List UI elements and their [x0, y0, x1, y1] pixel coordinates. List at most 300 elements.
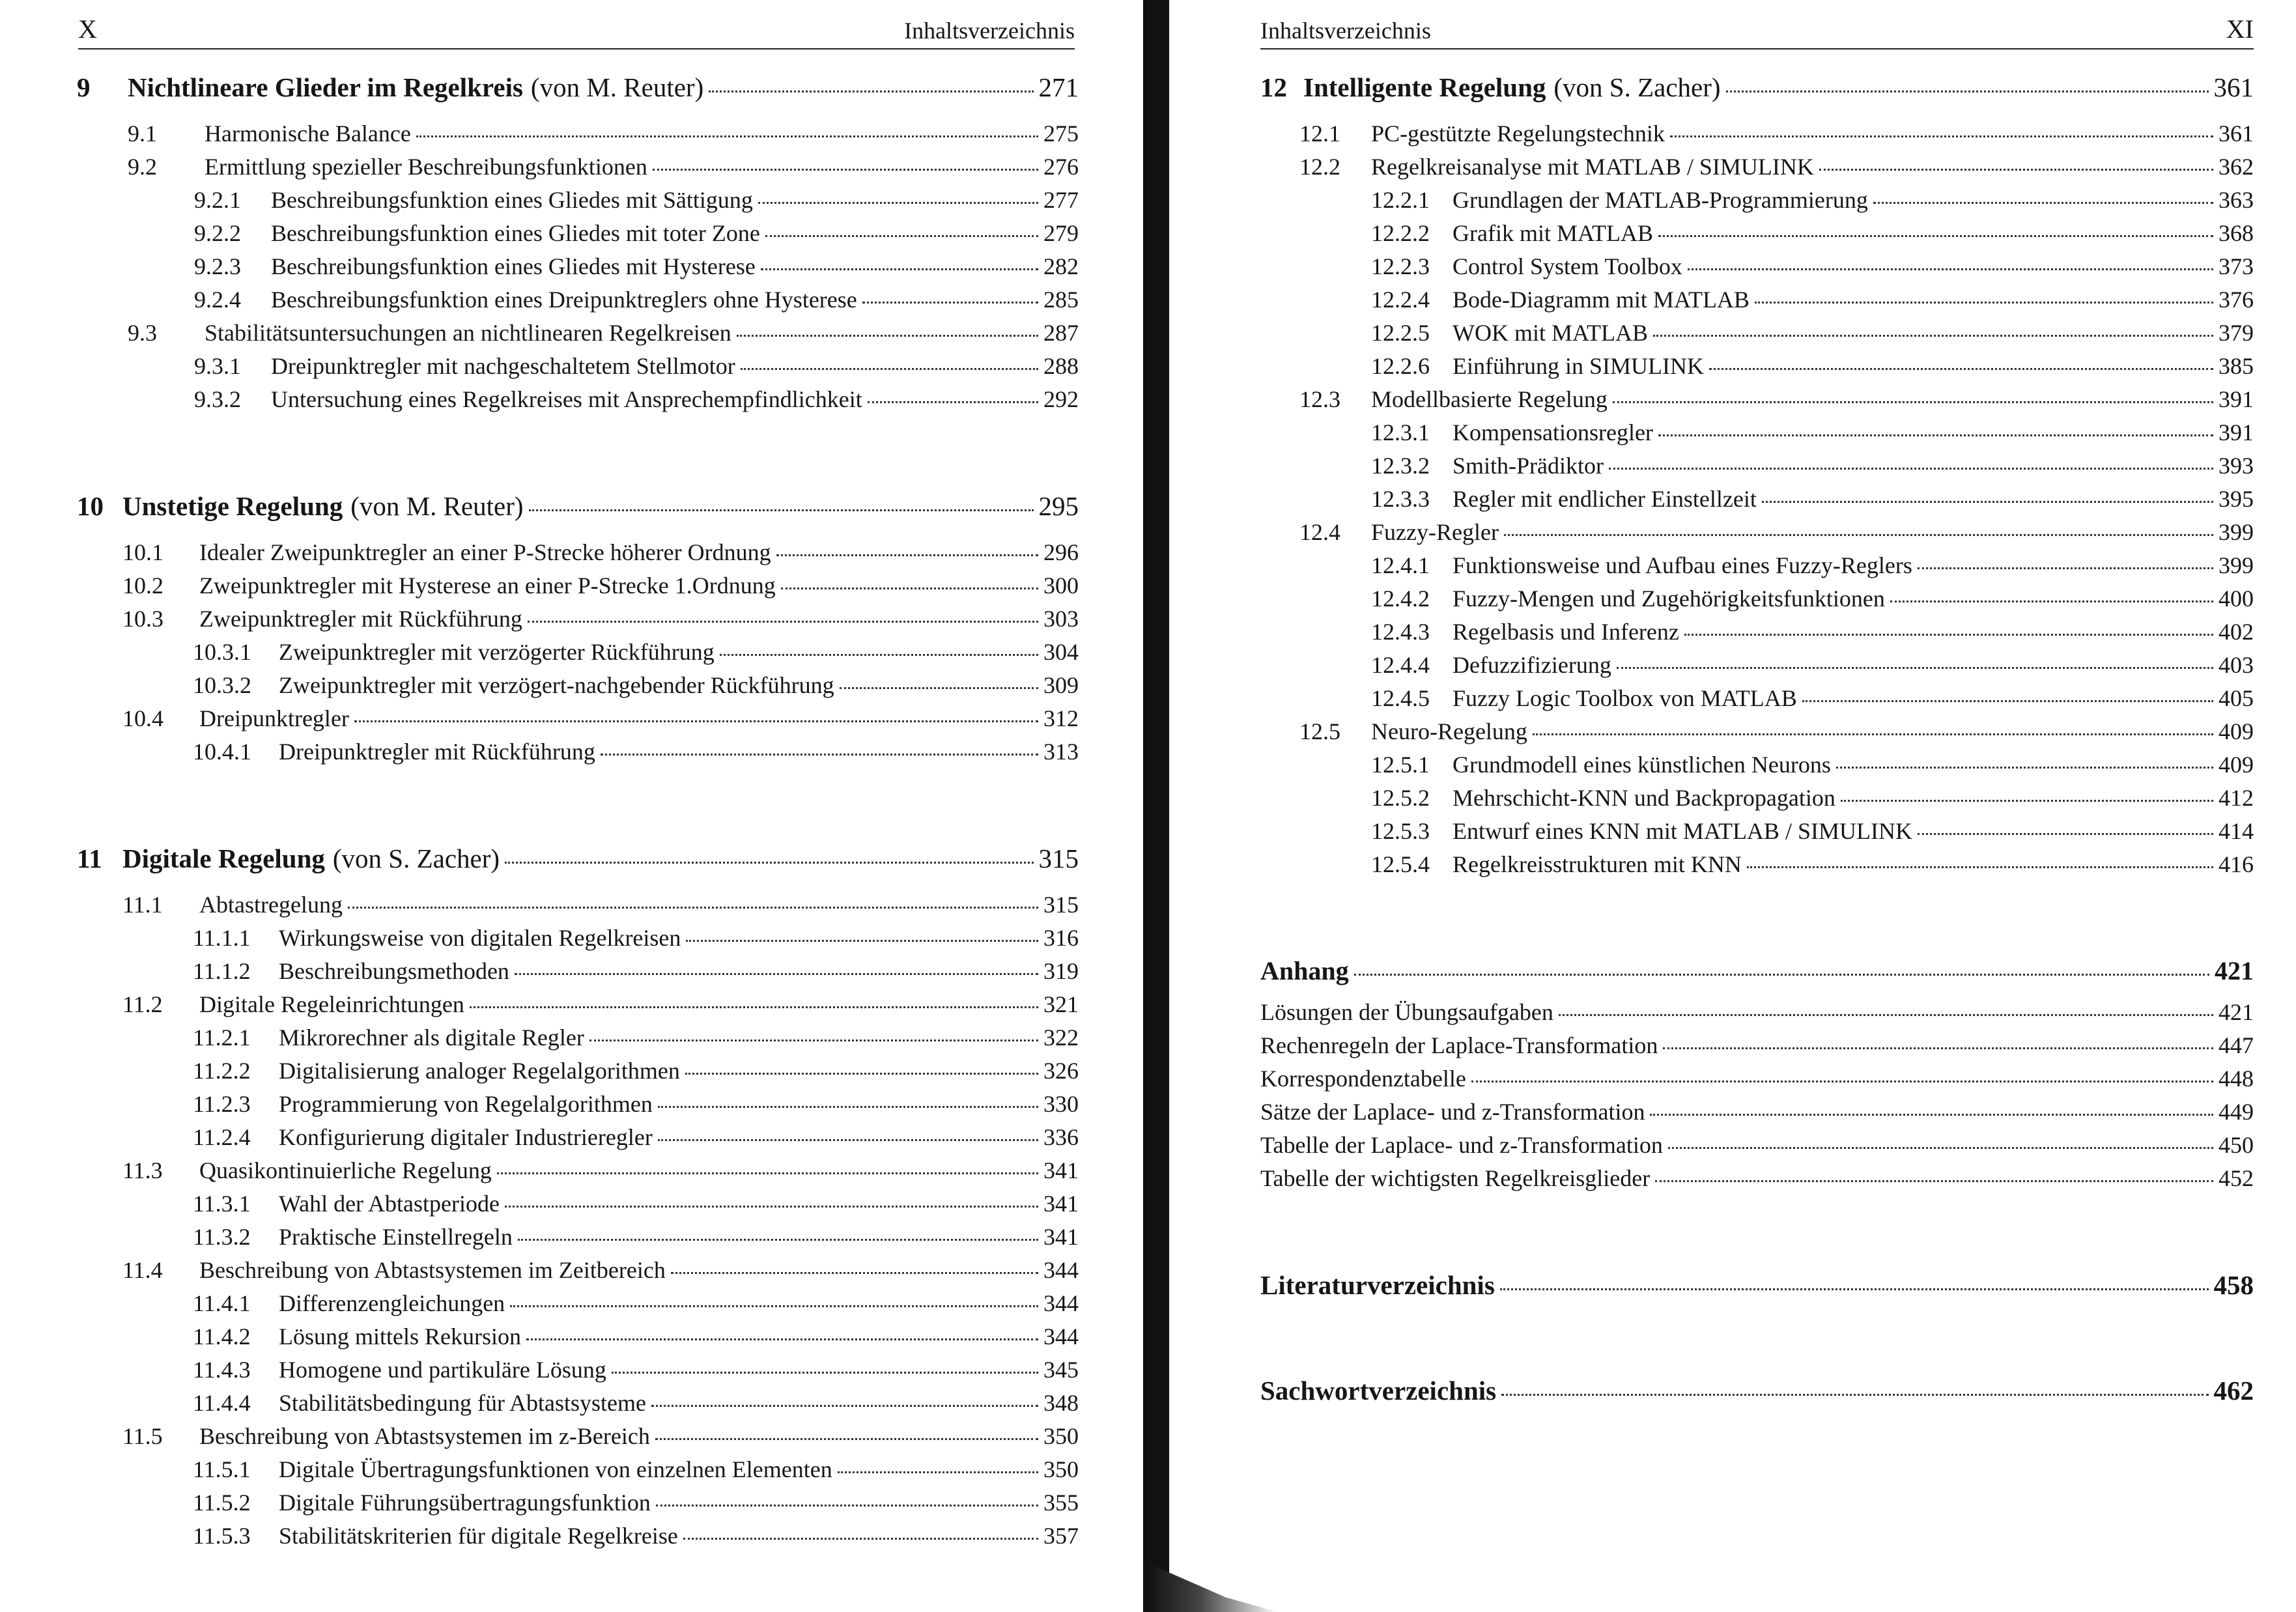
entry-title: Dreipunktregler mit Rückführung — [279, 739, 595, 765]
entry-title: Beschreibung von Abtastsystemen im z-Bereich — [199, 1423, 650, 1449]
leader-dots — [671, 1272, 1038, 1274]
entry-title: Wahl der Abtastperiode — [279, 1191, 500, 1217]
section-entry — [77, 1422, 1079, 1456]
entry-page: 450 — [2218, 1132, 2254, 1158]
entry-number: 11.4 — [122, 1257, 163, 1283]
subsection-entry — [77, 924, 1079, 957]
entry-page: 313 — [1043, 739, 1079, 765]
entry-page: 277 — [1043, 187, 1079, 213]
leader-dots — [1873, 202, 2213, 204]
subsection-entry — [77, 1024, 1079, 1057]
appendix-entry — [1260, 1098, 2254, 1131]
entry-number: 12.5.1 — [1371, 752, 1430, 778]
subsection-entry — [77, 186, 1079, 219]
entry-title: Grundlagen der MATLAB-Programmierung — [1453, 187, 1868, 213]
subsection-entry — [1260, 253, 2254, 286]
entry-number: 12.2.4 — [1371, 287, 1430, 313]
leader-dots — [1617, 667, 2213, 669]
entry-number: 10.3 — [122, 606, 163, 632]
subsection-entry — [1260, 419, 2254, 452]
leader-dots — [761, 268, 1038, 270]
entry-page: 309 — [1043, 672, 1079, 698]
entry-title: Entwurf eines KNN mit MATLAB / SIMULINK — [1453, 818, 1912, 844]
entry-title: Ermittlung spezieller Beschreibungsfunktionen — [205, 154, 647, 180]
entry-number: 11.1.1 — [193, 925, 251, 951]
entry-title: Fuzzy Logic Toolbox von MATLAB — [1453, 685, 1797, 711]
entry-page: 462 — [2213, 1376, 2254, 1406]
entry-page: 391 — [2218, 386, 2254, 412]
entry-number: 12.2.5 — [1371, 320, 1430, 346]
leader-dots — [720, 654, 1038, 656]
entry-number: 12.2.3 — [1371, 253, 1430, 279]
leader-dots — [416, 135, 1038, 137]
entry-title: Intelligente Regelung — [1303, 72, 1546, 102]
leader-dots — [1726, 91, 2209, 92]
entry-page: 379 — [2218, 320, 2254, 346]
entry-author: (von M. Reuter) — [350, 491, 524, 521]
subsection-entry — [77, 1456, 1079, 1489]
entry-page: 452 — [2218, 1165, 2254, 1191]
leader-dots — [1688, 268, 2213, 270]
entry-page: 288 — [1043, 353, 1079, 379]
entry-page: 276 — [1043, 154, 1079, 180]
leader-dots — [601, 754, 1038, 756]
subsection-entry — [1260, 552, 2254, 585]
section-entry — [77, 891, 1079, 924]
leader-dots — [1354, 974, 2209, 976]
entry-title: Digitale Führungsübertragungsfunktion — [279, 1490, 651, 1516]
subsection-entry — [1260, 784, 2254, 817]
entry-title: Korrespondenztabelle — [1260, 1066, 1466, 1092]
entry-number: 10.1 — [122, 539, 163, 565]
entry-title: Literaturverzeichnis — [1260, 1270, 1495, 1300]
entry-page: 448 — [2218, 1066, 2254, 1092]
page-header — [78, 14, 1075, 49]
entry-page: 296 — [1043, 539, 1079, 565]
appendix-entry — [1260, 1032, 2254, 1065]
subsection-entry — [1260, 618, 2254, 651]
entry-page: 403 — [2218, 652, 2254, 678]
entry-page: 285 — [1043, 287, 1079, 313]
entry-title: Digitale Regelung — [122, 843, 325, 873]
entry-title: Stabilitätsbedingung für Abtastsysteme — [279, 1390, 646, 1416]
leader-dots — [1684, 634, 2213, 636]
entry-title: Digitale Übertragungsfunktionen von einzelnen Elementen — [279, 1456, 832, 1482]
entry-title: Rechenregeln der Laplace-Transformation — [1260, 1032, 1658, 1058]
entry-title: Zweipunktregler mit Hysterese an einer P-Strecke 1.Ordnung — [199, 573, 776, 599]
entry-page: 402 — [2218, 619, 2254, 645]
entry-page: 344 — [1043, 1290, 1079, 1316]
book-binding — [1143, 0, 1169, 1612]
leader-dots — [1533, 733, 2213, 735]
index-heading — [1260, 1375, 2254, 1409]
section-entry — [77, 120, 1079, 153]
subsection-entry — [1260, 851, 2254, 884]
leader-dots — [1653, 335, 2213, 337]
entry-number: 9.3.2 — [194, 386, 241, 412]
entry-title: Digitalisierung analoger Regelalgorithmen — [279, 1058, 680, 1084]
entry-title: Regelkreisstrukturen mit KNN — [1453, 851, 1742, 877]
page-number-label: XI — [2226, 14, 2254, 44]
subsection-entry — [1260, 751, 2254, 784]
entry-page: 395 — [2218, 486, 2254, 512]
subsection-entry — [77, 1057, 1079, 1090]
subsection-entry — [77, 1290, 1079, 1323]
entry-title: Regelkreisanalyse mit MATLAB / SIMULINK — [1371, 154, 1814, 180]
entry-title: Anhang — [1260, 956, 1349, 985]
leader-dots — [686, 940, 1038, 942]
entry-title: Fuzzy-Regler — [1371, 519, 1499, 545]
entry-title: Wirkungsweise von digitalen Regelkreisen — [279, 925, 681, 951]
entry-number: 12.4.4 — [1371, 652, 1430, 678]
entry-number: 11.5.2 — [193, 1490, 251, 1516]
entry-title: Nichtlineare Glieder im Regelkreis — [128, 72, 523, 102]
subsection-entry — [77, 1522, 1079, 1555]
chapter-block — [77, 72, 1079, 419]
entry-number: 9.2.2 — [194, 220, 241, 246]
entry-page: 409 — [2218, 752, 2254, 778]
subsection-entry — [77, 286, 1079, 319]
page-header — [1260, 14, 2254, 49]
entry-title: Sachwortverzeichnis — [1260, 1376, 1497, 1406]
entry-title: Regler mit endlicher Einstellzeit — [1453, 486, 1757, 512]
entry-title: Zweipunktregler mit verzögert-nachgebender Rückführung — [279, 672, 834, 698]
entry-page: 409 — [2218, 718, 2254, 744]
entry-number: 12.2.6 — [1371, 353, 1430, 379]
entry-page: 319 — [1043, 958, 1079, 984]
entry-number: 12.3.2 — [1371, 453, 1430, 479]
entry-page: 326 — [1043, 1058, 1079, 1084]
entry-page: 355 — [1043, 1490, 1079, 1516]
entry-number: 11.2.1 — [193, 1025, 251, 1051]
entry-title: Konfigurierung digitaler Industrieregler — [279, 1124, 653, 1150]
entry-number: 9.2.4 — [194, 287, 241, 313]
subsection-entry — [1260, 685, 2254, 718]
entry-page: 385 — [2218, 353, 2254, 379]
entry-page: 368 — [2218, 220, 2254, 246]
entry-number: 11.4.2 — [193, 1323, 251, 1350]
entry-title: Beschreibungsfunktion eines Gliedes mit Sättigung — [271, 187, 753, 213]
leader-dots — [1890, 601, 2213, 602]
entry-number: 11.2.3 — [193, 1091, 251, 1117]
subsection-entry — [1260, 219, 2254, 253]
entry-page: 345 — [1043, 1357, 1079, 1383]
leader-dots — [497, 1172, 1038, 1174]
entry-title: PC-gestützte Regelungstechnik — [1371, 120, 1665, 147]
leader-dots — [685, 1073, 1038, 1075]
entry-page: 295 — [1038, 491, 1079, 521]
entry-page: 341 — [1043, 1191, 1079, 1217]
chapter-heading — [77, 72, 1079, 106]
entry-page: 275 — [1043, 120, 1079, 147]
leader-dots — [612, 1372, 1038, 1374]
leader-dots — [655, 1438, 1038, 1440]
entry-number: 12.2.2 — [1371, 220, 1430, 246]
entry-title: Mikrorechner als digitale Regler — [279, 1025, 584, 1051]
entry-title: Einführung in SIMULINK — [1453, 353, 1704, 379]
section-entry — [77, 991, 1079, 1024]
entry-page: 361 — [2213, 72, 2254, 102]
entry-title: Grafik mit MATLAB — [1453, 220, 1653, 246]
entry-page: 399 — [2218, 519, 2254, 545]
entry-title: Beschreibung von Abtastsystemen im Zeitbereich — [199, 1257, 666, 1283]
entry-number: 12.3.3 — [1371, 486, 1430, 512]
entry-page: 361 — [2218, 120, 2254, 147]
leader-dots — [515, 973, 1038, 975]
entry-page: 412 — [2218, 785, 2254, 811]
leader-dots — [1802, 700, 2213, 702]
entry-page: 449 — [2218, 1099, 2254, 1125]
chapter-heading — [77, 843, 1079, 877]
entry-number: 12.5.4 — [1371, 851, 1430, 877]
spacer — [1260, 884, 2254, 955]
entry-title: Kompensationsregler — [1453, 419, 1653, 445]
entry-number: 11.4.4 — [193, 1390, 251, 1416]
leader-dots — [1501, 1394, 2208, 1396]
entry-title: Homogene und partikuläre Lösung — [279, 1357, 606, 1383]
entry-number: 9.2.1 — [194, 187, 241, 213]
subsection-entry — [77, 1190, 1079, 1223]
leader-dots — [1655, 1180, 2213, 1182]
running-title: Inhaltsverzeichnis — [904, 18, 1075, 44]
entry-number: 12.2 — [1299, 154, 1340, 180]
leader-dots — [348, 907, 1038, 909]
spacer — [1260, 1198, 2254, 1269]
entry-page: 321 — [1043, 991, 1079, 1017]
right-page — [1169, 0, 2296, 1612]
entry-title: Beschreibungsfunktion eines Gliedes mit toter Zone — [271, 220, 760, 246]
section-entry — [1260, 386, 2254, 419]
leader-dots — [658, 1139, 1038, 1141]
entry-page: 282 — [1043, 253, 1079, 279]
entry-title: Beschreibungsfunktion eines Dreipunktreglers ohne Hysterese — [271, 287, 857, 313]
entry-number: 12.4.5 — [1371, 685, 1430, 711]
spacer — [77, 419, 1079, 490]
leader-dots — [1918, 833, 2213, 835]
leader-dots — [518, 1239, 1038, 1241]
entry-number: 12.4.3 — [1371, 619, 1430, 645]
entry-title: Stabilitätsuntersuchungen an nichtlinearen Regelkreisen — [205, 320, 731, 346]
entry-title: Praktische Einstellregeln — [279, 1224, 513, 1250]
left-page — [0, 0, 1143, 1612]
entry-title: Bode-Diagramm mit MATLAB — [1453, 287, 1750, 313]
subsection-entry — [77, 672, 1079, 705]
subsection-entry — [1260, 585, 2254, 618]
appendix-entry — [1260, 998, 2254, 1032]
subsection-entry — [77, 957, 1079, 991]
leader-dots — [737, 335, 1038, 337]
entry-number: 10 — [77, 491, 104, 521]
entry-page: 350 — [1043, 1456, 1079, 1482]
entry-number: 9.1 — [128, 120, 157, 147]
leader-dots — [683, 1538, 1038, 1540]
section-entry — [1260, 120, 2254, 153]
appendix-heading — [1260, 955, 2254, 998]
entry-page: 315 — [1043, 892, 1079, 918]
entry-page: 341 — [1043, 1224, 1079, 1250]
subsection-entry — [77, 386, 1079, 419]
leader-dots — [470, 1006, 1038, 1008]
page-number-label: X — [78, 14, 97, 44]
subsection-entry — [77, 1323, 1079, 1356]
entry-title: Zweipunktregler mit verzögerter Rückführung — [279, 639, 715, 665]
subsection-entry — [77, 1223, 1079, 1256]
entry-title: Mehrschicht-KNN und Backpropagation — [1453, 785, 1835, 811]
leader-dots — [862, 302, 1038, 304]
entry-number: 10.2 — [122, 573, 163, 599]
entry-page: 348 — [1043, 1390, 1079, 1416]
leader-dots — [840, 687, 1038, 689]
subsection-entry — [1260, 651, 2254, 685]
entry-title: WOK mit MATLAB — [1453, 320, 1648, 346]
subsection-entry — [1260, 452, 2254, 485]
entry-page: 414 — [2218, 818, 2254, 844]
appendix-entry — [1260, 1065, 2254, 1098]
leader-dots — [529, 509, 1034, 511]
entry-title: Beschreibungsmethoden — [279, 958, 509, 984]
entry-page: 315 — [1038, 843, 1079, 873]
entry-title: Dreipunktregler mit nachgeschaltetem Stellmotor — [271, 353, 735, 379]
leader-dots — [741, 368, 1038, 370]
entry-page: 376 — [2218, 287, 2254, 313]
leader-dots — [658, 1106, 1038, 1108]
entry-number: 10.3.1 — [193, 639, 251, 665]
entry-number: 10.3.2 — [193, 672, 251, 698]
entry-number: 11.1 — [122, 892, 163, 918]
subsection-entry — [77, 738, 1079, 771]
entry-author: (von S. Zacher) — [332, 843, 500, 873]
chapter-block — [77, 771, 1079, 1555]
running-title: Inhaltsverzeichnis — [1260, 18, 1431, 44]
chapter-block — [77, 419, 1079, 771]
entry-number: 11.5.3 — [193, 1523, 251, 1549]
entry-number: 12.3 — [1299, 386, 1340, 412]
entry-title: Quasikontinuierliche Regelung — [199, 1157, 492, 1183]
chapter-heading — [1260, 72, 2254, 106]
entry-number: 10.4.1 — [193, 739, 251, 765]
leader-dots — [1658, 235, 2213, 237]
subsection-entry — [1260, 485, 2254, 518]
subsection-entry — [77, 352, 1079, 386]
entry-number: 9.2.3 — [194, 253, 241, 279]
section-entry — [77, 539, 1079, 572]
entry-page: 271 — [1038, 72, 1079, 102]
entry-number: 11.3 — [122, 1157, 163, 1183]
entry-page: 336 — [1043, 1124, 1079, 1150]
entry-title: Idealer Zweipunktregler an einer P-Strecke höherer Ordnung — [199, 539, 771, 565]
section-entry — [77, 153, 1079, 186]
entry-page: 279 — [1043, 220, 1079, 246]
entry-title: Dreipunktregler — [199, 705, 349, 731]
section-entry — [77, 1157, 1079, 1190]
leader-dots — [1613, 401, 2213, 403]
entry-number: 12.4.2 — [1371, 586, 1430, 612]
subsection-entry — [77, 638, 1079, 672]
leader-dots — [1650, 1114, 2213, 1116]
entry-page: 363 — [2218, 187, 2254, 213]
entry-page: 344 — [1043, 1257, 1079, 1283]
entry-number: 9.3 — [128, 320, 157, 346]
entry-number: 11.4.1 — [193, 1290, 251, 1316]
leader-dots — [709, 91, 1033, 92]
entry-number: 12.4.1 — [1371, 552, 1430, 578]
entry-number: 12.2.1 — [1371, 187, 1430, 213]
leader-dots — [1471, 1081, 2213, 1082]
entry-page: 292 — [1043, 386, 1079, 412]
leader-dots — [1504, 534, 2213, 536]
entry-title: Tabelle der wichtigsten Regelkreisglieder — [1260, 1165, 1651, 1191]
leader-dots — [1663, 1047, 2213, 1049]
leader-dots — [868, 401, 1038, 403]
subsection-entry — [1260, 319, 2254, 352]
entry-page: 330 — [1043, 1091, 1079, 1117]
entry-page: 399 — [2218, 552, 2254, 578]
entry-title: Unstetige Regelung — [122, 491, 343, 521]
entry-title: Sätze der Laplace- und z-Transformation — [1260, 1099, 1645, 1125]
entry-title: Control System Toolbox — [1453, 253, 1682, 279]
leader-dots — [526, 1338, 1038, 1340]
entry-title: Smith-Prädiktor — [1453, 453, 1604, 479]
entry-number: 11.3.1 — [193, 1191, 251, 1217]
section-entry — [1260, 718, 2254, 751]
subsection-entry — [1260, 817, 2254, 851]
leader-dots — [505, 862, 1033, 864]
entry-number: 11.2.2 — [193, 1058, 251, 1084]
leader-dots — [1670, 135, 2213, 137]
entry-page: 400 — [2218, 586, 2254, 612]
subsection-entry — [77, 1356, 1079, 1389]
subsection-entry — [77, 219, 1079, 253]
section-entry — [77, 1256, 1079, 1290]
entry-page: 287 — [1043, 320, 1079, 346]
leader-dots — [505, 1206, 1038, 1208]
subsection-entry — [77, 1489, 1079, 1522]
entry-number: 9.3.1 — [194, 353, 241, 379]
spacer — [1260, 1303, 2254, 1375]
section-entry — [1260, 153, 2254, 186]
leader-dots — [758, 202, 1038, 204]
subsection-entry — [1260, 286, 2254, 319]
leader-dots — [838, 1471, 1038, 1473]
entry-title: Grundmodell eines künstlichen Neurons — [1453, 752, 1831, 778]
entry-page: 303 — [1043, 606, 1079, 632]
section-entry — [77, 572, 1079, 605]
entry-title: Neuro-Regelung — [1371, 718, 1527, 744]
entry-number: 11.5 — [122, 1423, 163, 1449]
appendix-entry — [1260, 1165, 2254, 1198]
leader-dots — [589, 1039, 1038, 1041]
spacer — [77, 771, 1079, 843]
subsection-entry — [77, 1090, 1079, 1124]
entry-number: 11.3.2 — [193, 1224, 251, 1250]
entry-page: 300 — [1043, 573, 1079, 599]
subsection-entry — [1260, 186, 2254, 219]
subsection-entry — [1260, 352, 2254, 386]
entry-title: Funktionsweise und Aufbau eines Fuzzy-Reglers — [1453, 552, 1912, 578]
toc-left — [77, 72, 1079, 1555]
section-entry — [77, 319, 1079, 352]
leader-dots — [776, 554, 1038, 556]
leader-dots — [1559, 1014, 2213, 1016]
entry-number: 11.2 — [122, 991, 163, 1017]
subsection-entry — [77, 253, 1079, 286]
entry-author: (von S. Zacher) — [1553, 72, 1721, 102]
entry-title: Modellbasierte Regelung — [1371, 386, 1608, 412]
entry-page: 373 — [2218, 253, 2254, 279]
leader-dots — [1668, 1147, 2213, 1149]
entry-page: 341 — [1043, 1157, 1079, 1183]
leader-dots — [1609, 468, 2213, 470]
